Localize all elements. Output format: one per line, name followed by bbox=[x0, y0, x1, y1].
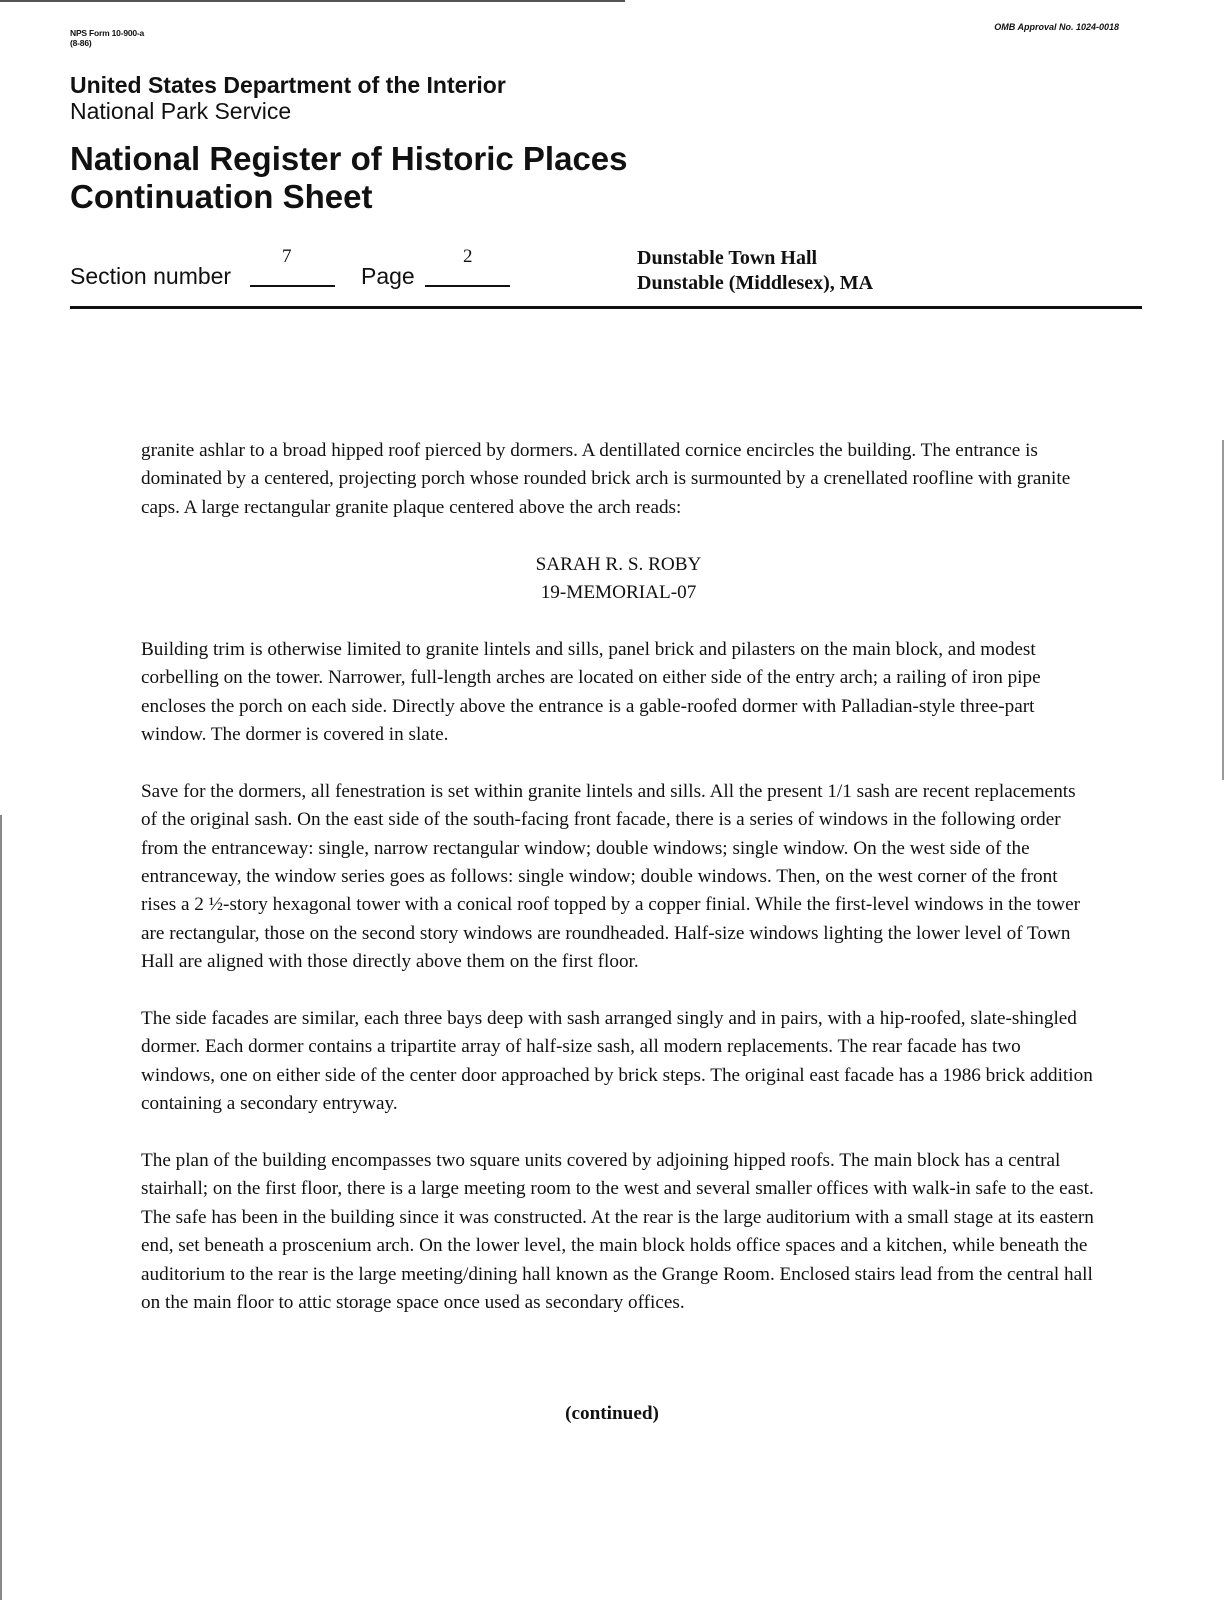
department-name: United States Department of the Interior bbox=[70, 72, 506, 98]
page-number-value: 2 bbox=[463, 246, 473, 267]
omb-approval: OMB Approval No. 1024-0018 bbox=[994, 22, 1119, 32]
section-number-label: Section number bbox=[70, 263, 232, 289]
agency-block bbox=[70, 72, 506, 124]
property-name: Dunstable Town Hall bbox=[637, 247, 818, 269]
plaque-line-2: 19-MEMORIAL-07 bbox=[540, 582, 697, 604]
paragraph-2: Building trim is otherwise limited to granite lintels and sills, panel brick and pilasters on the main block, and modest corbelling on the tower. Narrower, full-length arches are located on either side of the entry arch; a railing of iron pipe encloses the porch on each side. Directly above the entrance is a gable-roofed dormer with Palladian-style three-part window. The dormer is covered in slate. bbox=[141, 638, 1041, 746]
scan-edge-left bbox=[0, 815, 2, 1600]
scan-edge-top bbox=[0, 0, 625, 2]
section-number-value: 7 bbox=[282, 246, 292, 267]
service-name: National Park Service bbox=[70, 98, 292, 124]
paragraph-4: The side facades are similar, each three bays deep with sash arranged singly and in pairs, with a hip-roofed, slate-shingled dormer. Each dormer contains a tripartite array of half-size sash, all modern replacements. The rear facade has two windows, one on either side of the center door approached by brick steps. The original east facade has a 1986 brick addition containing a secondary entryway. bbox=[141, 1008, 1093, 1115]
title-line-2: Continuation Sheet bbox=[70, 178, 373, 215]
continued-note: (continued) bbox=[565, 1403, 659, 1424]
property-block bbox=[637, 246, 873, 296]
paragraph-1: granite ashlar to a broad hipped roof pierced by dormers. A dentillated cornice encircles the building. The entrance is dominated by a centered, projecting porch whose rounded brick arch is surmounted by a crenellated roofline with granite caps. A large rectangular granite plaque centered above the arch reads: bbox=[141, 440, 1071, 518]
header-divider bbox=[70, 306, 1142, 309]
form-number: NPS Form 10-900-a bbox=[70, 28, 145, 38]
body-text bbox=[141, 437, 1096, 1346]
form-date: (8-86) bbox=[70, 38, 92, 48]
page-number-underline bbox=[425, 285, 510, 287]
section-number-underline bbox=[250, 285, 335, 287]
plaque-inscription bbox=[141, 551, 1096, 608]
form-identifier bbox=[70, 28, 144, 48]
title-line-1: National Register of Historic Places bbox=[70, 140, 628, 177]
page-title bbox=[70, 140, 628, 216]
paragraph-3: Save for the dormers, all fenestration is set within granite lintels and sills. All the present 1/1 sash are recent replacements of the original sash. On the east side of the south-facing front facade, there is a series of windows in the following order from the entranceway: single, narrow rectangular window; double windows; single window. On the west side of the entranceway, the window series goes as follows: single window; double windows. Then, on the west corner of the front rises a 2 ½-story hexagonal tower with a conical roof topped by a copper finial. While the first-level windows in the tower are rectangular, those on the second story windows are roundheaded. Half-size windows lighting the lower level of Town Hall are aligned with those directly above them on the first floor. bbox=[141, 780, 1081, 973]
property-location: Dunstable (Middlesex), MA bbox=[637, 272, 874, 294]
plaque-line-1: SARAH R. S. ROBY bbox=[535, 553, 702, 575]
paragraph-5: The plan of the building encompasses two square units covered by adjoining hipped roofs. The main block has a central stairhall; on the first floor, there is a large meeting room to the west and several smaller offices with walk-in safe to the east. The safe has been in the building since it was constructed. At the rear is the large auditorium with a small stage at its eastern end, set beneath a proscenium arch. On the lower level, the main block holds office spaces and a kitchen, while beneath the auditorium to the rear is the large meeting/dining hall known as the Grange Room. Enclosed stairs lead from the central hall on the main floor to attic storage space once used as secondary offices. bbox=[141, 1150, 1094, 1314]
section-page-row bbox=[70, 246, 550, 296]
page-label: Page bbox=[361, 263, 415, 289]
